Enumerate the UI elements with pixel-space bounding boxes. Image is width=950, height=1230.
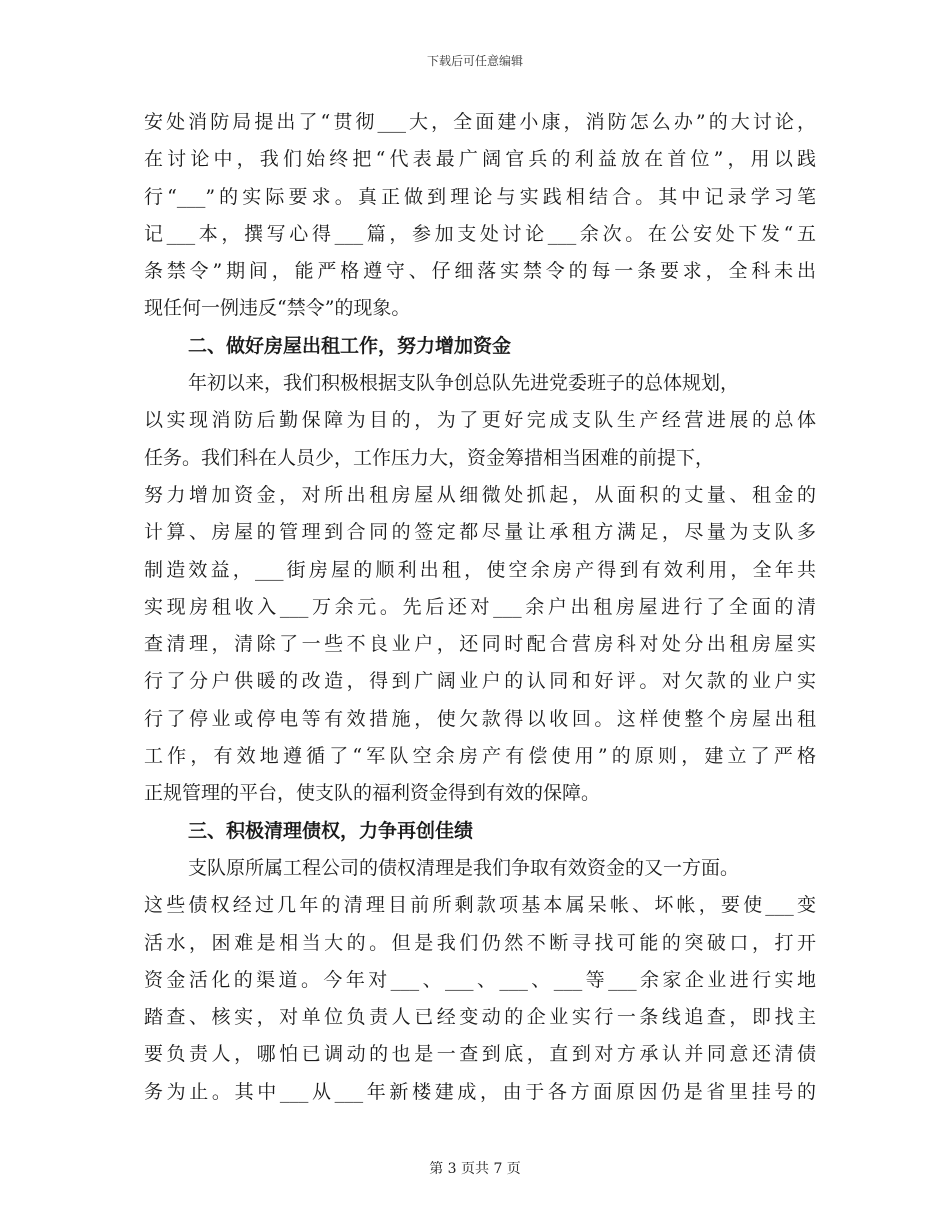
text-line: 正规管理的平台，使支队的福利资金得到有效的保障。	[144, 782, 601, 805]
text-line: 这些债权经过几年的清理目前所剩款项基本属呆帐、坏帐，要使___变	[144, 894, 816, 917]
text-line: 计算、房屋的管理到合同的签定都尽量让承租方满足，尽量为支队多	[144, 521, 816, 544]
section-heading: 二、做好房屋出租工作，努力增加资金	[188, 334, 512, 357]
text-line: 努力增加资金，对所出租房屋从细微处抓起，从面积的丈量、租金的	[144, 483, 816, 506]
page-footer: 第 3 页共 7 页	[429, 1161, 521, 1177]
text-line: 现任何一例违反“禁令”的现象。	[144, 297, 411, 320]
text-line: 制造效益，___街房屋的顺利出租，使空余房产得到有效利用，全年共	[144, 558, 816, 581]
text-line: 记___本，撰写心得___篇，参加支处讨论___余次。在公安处下发“五	[144, 222, 816, 245]
text-line: 资金活化的渠道。今年对___、___、___、___等___余家企业进行实地	[144, 968, 816, 991]
text-line: 查清理，清除了一些不良业户，还同时配合营房科对处分出租房屋实	[144, 633, 816, 656]
text-line: 要负责人，哪怕已调动的也是一查到底，直到对方承认并同意还清债	[144, 1043, 816, 1066]
text-line: 支队原所属工程公司的债权清理是我们争取有效资金的又一方面。	[188, 856, 740, 879]
text-line: 踏查、核实，对单位负责人已经变动的企业实行一条线追查，即找主	[144, 1006, 816, 1029]
text-line: 安处消防局提出了“贯彻___大，全面建小康，消防怎么办”的大讨论，	[144, 111, 816, 133]
text-line: 行“___”的实际要求。真正做到理论与实践相结合。其中记录学习笔	[144, 185, 816, 208]
text-line: 工作，有效地遵循了“军队空余房产有偿使用”的原则，建立了严格	[144, 745, 816, 768]
section-heading: 三、积极清理债权，力争再创佳绩	[188, 819, 474, 842]
text-line: 以实现消防后勤保障为目的，为了更好完成支队生产经营进展的总体	[144, 409, 816, 432]
text-line: 行了分户供暖的改造，得到广阔业户的认同和好评。对欠款的业户实	[144, 670, 816, 693]
text-line: 行了停业或停电等有效措施，使欠款得以收回。这样使整个房屋出租	[144, 707, 816, 730]
text-line: 活水，困难是相当大的。但是我们仍然不断寻找可能的突破口，打开	[144, 931, 816, 954]
page-header: 下载后可任意编辑	[426, 54, 523, 68]
text-line: 在讨论中，我们始终把“代表最广阔官兵的利益放在首位”，用以践	[144, 148, 816, 171]
document-body	[144, 104, 816, 1111]
text-line: 务为止。其中___从___年新楼建成，由于各方面原因仍是省里挂号的	[144, 1080, 816, 1103]
text-line: 条禁令”期间，能严格遵守、仔细落实禁令的每一条要求，全科未出	[144, 260, 816, 283]
text-line: 实现房租收入___万余元。先后还对___余户出租房屋进行了全面的清	[144, 595, 816, 618]
text-line: 年初以来，我们积极根据支队争创总队先进党委班子的总体规划，	[188, 372, 740, 395]
text-line: 任务。我们科在人员少，工作压力大，资金筹措相当困难的前提下，	[144, 446, 715, 469]
